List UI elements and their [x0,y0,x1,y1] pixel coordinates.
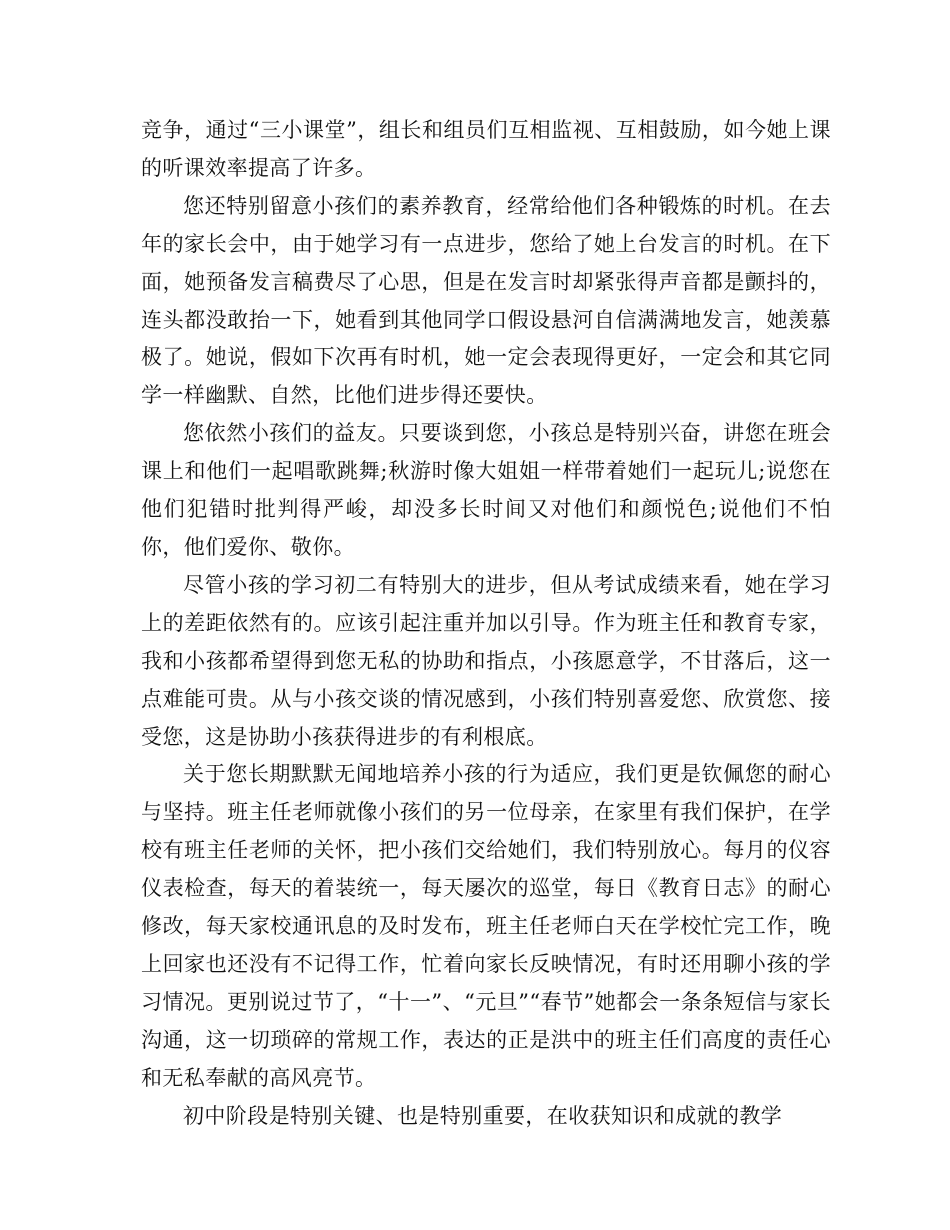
paragraph-quality-education: 您还特别留意小孩们的素养教育，经常给他们各种锻炼的时机。在去年的家长会中，由于她学习有一点进步，您给了她上台发言的时机。在下面，她预备发言稿费尽了心思，但是在发言时却紧张得声音都是颤抖的，连头都没敢抬一下，她看到其他同学口假设悬河自信满满地发言，她羡慕极了。她说，假如下次再有时机，她一定会表现得更好，一定会和其它同学一样幽默、自然，比他们进步得还要快。 [141,193,831,408]
document-body [141,112,831,1135]
paragraph-continuation: 竞争，通过“三小课堂”，组长和组员们互相监视、互相鼓励，如今她上课的听课效率提高了许多。 [141,118,831,180]
paragraph-learning-gap: 尽管小孩的学习初二有特别大的进步，但从考试成绩来看，她在学习上的差距依然有的。应该引起注重并加以引导。作为班主任和教育专家，我和小孩都希望得到您无私的协助和指点，小孩愿意学，不甘落后，这一点难能可贵。从与小孩交谈的情况感到，小孩们特别喜爱您、欣赏您、接受您，这是协助小孩获得进步的有利根底。 [141,572,831,749]
paragraph-junior-high: 初中阶段是特别关键、也是特别重要，在收获知识和成就的教学 [183,1103,783,1128]
paragraph-good-friend: 您依然小孩们的益友。只要谈到您，小孩总是特别兴奋，讲您在班会课上和他们一起唱歌跳舞;秋游时像大姐姐一样带着她们一起玩儿;说您在他们犯错时批判得严峻，却没多长时间又对他们和颜悦色;说他们不怕你，他们爱你、敬你。 [141,421,831,559]
paragraph-head-teacher: 关于您长期默默无闻地培养小孩的行为适应，我们更是钦佩您的耐心与坚持。班主任老师就像小孩们的另一位母亲，在家里有我们保护，在学校有班主任老师的关怀，把小孩们交给她们，我们特别放心。每月的仪容仪表检查，每天的着装统一，每天屡次的巡堂，每日《教育日志》的耐心修改，每天家校通讯息的及时发布，班主任老师白天在学校忙完工作，晚上回家也还没有不记得工作，忙着向家长反映情况，有时还用聊小孩的学习情况。更别说过节了，“十一”、“元旦”“春节”她都会一条条短信与家长沟通，这一切琐碎的常规工作，表达的正是洪中的班主任们高度的责任心和无私奉献的高风亮节。 [141,762,831,1090]
